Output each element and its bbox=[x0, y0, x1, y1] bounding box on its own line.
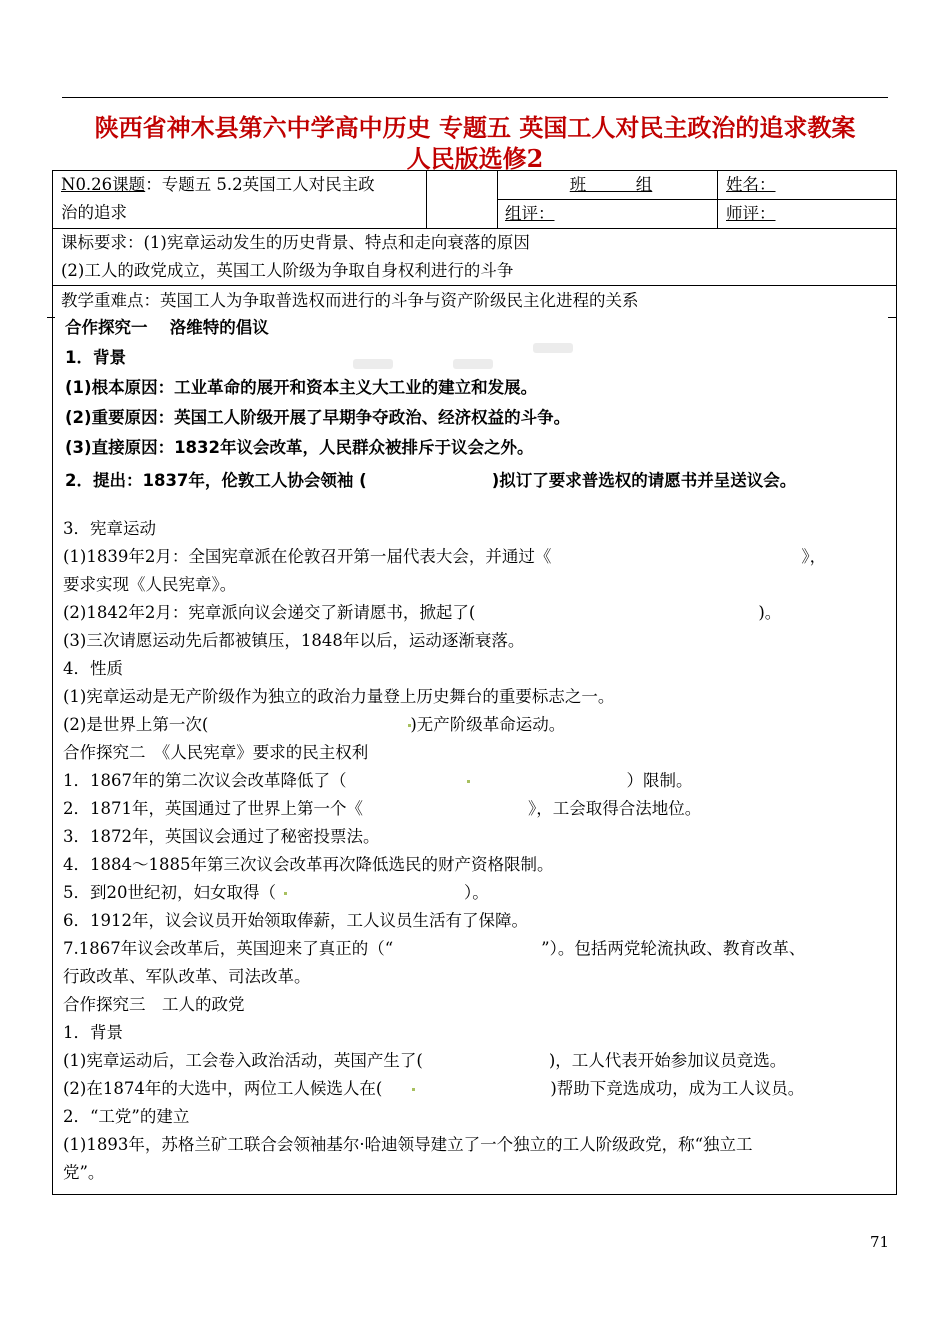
party-background-1: (1)宪章运动后，工会卷入政治活动，英国产生了( )，工人代表开始参加议员竞选。 bbox=[63, 1051, 787, 1070]
lesson-topic bbox=[61, 171, 375, 199]
title-line-1: 陕西省神木县第六中学高中历史 专题五 英国工人对民主政治的追求教案 bbox=[94, 113, 856, 142]
inquiry-2-heading: 合作探究二 《人民宪章》要求的民主权利 bbox=[63, 743, 369, 762]
lesson-title-b: 治的追求 bbox=[61, 203, 127, 222]
section-chartism: 3．宪章运动 bbox=[63, 519, 156, 538]
rights-item-7-cont: 行政改革、军队改革、司法改革。 bbox=[63, 967, 311, 986]
chartism-item-1-cont: 要求实现《人民宪章》。 bbox=[63, 575, 237, 594]
row-rule-2 bbox=[53, 285, 896, 286]
party-background-2: (2)在1874年的大选中，两位工人候选人在( )帮助下竞选成功，成为工人议员。 bbox=[63, 1075, 804, 1103]
labour-party-item-1-cont: 党”。 bbox=[63, 1163, 105, 1182]
document-title bbox=[50, 112, 900, 174]
rights-item-5: 5．到20世纪初，妇女取得（ ）。 bbox=[63, 879, 489, 907]
section-nature: 4．性质 bbox=[63, 659, 123, 678]
proposal-line: 2．提出：1837年，伦敦工人协会领袖 ( )拟订了要求普选权的请愿书并呈送议会。 bbox=[65, 471, 797, 490]
important-cause: (2)重要原因：英国工人阶级开展了早期争夺政治、经济权益的斗争。 bbox=[65, 408, 571, 427]
background-heading: 1．背景 bbox=[65, 348, 126, 367]
name-field[interactable]: 姓名： bbox=[726, 175, 776, 194]
party-background: 1．背景 bbox=[63, 1023, 123, 1042]
nature-item-2: (2)是世界上第一次( )无产阶级革命运动。 bbox=[63, 711, 565, 739]
lesson-number: N0.26课题 bbox=[61, 175, 146, 194]
labour-party-heading: 2．“工党”的建立 bbox=[63, 1107, 190, 1126]
standards-line-1: 课标要求：(1)宪章运动发生的历史背景、特点和走向衰落的原因 bbox=[61, 233, 530, 252]
lesson-table bbox=[52, 170, 897, 1195]
page-number: 71 bbox=[870, 1233, 890, 1251]
class-group-field[interactable]: 班 组 bbox=[569, 175, 653, 194]
key-points: 教学重难点：英国工人为争取普选权而进行的斗争与资产阶级民主化进程的关系 bbox=[61, 291, 639, 310]
header-divider-1 bbox=[426, 171, 427, 228]
nature-item-1: (1)宪章运动是无产阶级作为独立的政治力量登上历史舞台的重要标志之一。 bbox=[63, 687, 615, 706]
rights-item-3: 3．1872年，英国议会通过了秘密投票法。 bbox=[63, 827, 380, 846]
top-rule bbox=[62, 97, 888, 98]
chartism-item-3: (3)三次请愿运动先后都被镇压，1848年以后，运动逐渐衰落。 bbox=[63, 631, 525, 650]
rights-item-4: 4．1884～1885年第三次议会改革再次降低选民的财产资格限制。 bbox=[63, 855, 554, 874]
chartism-item-2: (2)1842年2月：宪章派向议会递交了新请愿书，掀起了( )。 bbox=[63, 603, 782, 622]
crop-mark-left bbox=[47, 317, 55, 326]
labour-party-item-1: (1)1893年，苏格兰矿工联合会领袖基尔·哈迪领导建立了一个独立的工人阶级政党，称“独立工 bbox=[63, 1135, 753, 1154]
rights-item-1: 1．1867年的第二次议会改革降低了（ ）限制。 bbox=[63, 767, 693, 795]
rights-item-7: 7.1867年议会改革后，英国迎来了真正的（“ ”）。包括两党轮流执政、教育改革、 bbox=[63, 939, 806, 958]
rights-item-2: 2．1871年，英国通过了世界上第一个《 》，工会取得合法地位。 bbox=[63, 799, 702, 818]
blank-helper[interactable] bbox=[382, 1075, 550, 1103]
header-mid-rule bbox=[497, 199, 896, 200]
direct-cause: (3)直接原因：1832年议会改革，人民群众被排斥于议会之外。 bbox=[65, 438, 534, 457]
inquiry-3-heading: 合作探究三 工人的政党 bbox=[63, 995, 245, 1014]
chartism-item-1: (1)1839年2月：全国宪章派在伦敦召开第一届代表大会，并通过《 》， bbox=[63, 547, 827, 566]
faint-watermark bbox=[353, 359, 393, 369]
blank-restriction[interactable] bbox=[347, 767, 627, 795]
standards-line-2: (2)工人的政党成立，英国工人阶级为争取自身权利进行的斗争 bbox=[61, 261, 514, 280]
teacher-review-field[interactable]: 师评： bbox=[726, 204, 776, 223]
lesson-title-a: ：专题五 5.2英国工人对民主政 bbox=[145, 175, 375, 194]
blank-nature[interactable] bbox=[208, 711, 410, 739]
rights-item-6: 6．1912年，议会议员开始领取俸薪，工人议员生活有了保障。 bbox=[63, 911, 528, 930]
faint-watermark bbox=[533, 343, 573, 353]
blank-women[interactable] bbox=[276, 879, 464, 907]
inquiry-1-heading: 合作探究一 洛维特的倡议 bbox=[65, 318, 269, 337]
root-cause: (1)根本原因：工业革命的展开和资本主义大工业的建立和发展。 bbox=[65, 378, 538, 397]
group-review-field[interactable]: 组评： bbox=[505, 204, 555, 223]
faint-watermark bbox=[453, 359, 493, 369]
crop-mark-right bbox=[888, 317, 896, 326]
title-line-2: 人民版选修2 bbox=[406, 144, 544, 173]
